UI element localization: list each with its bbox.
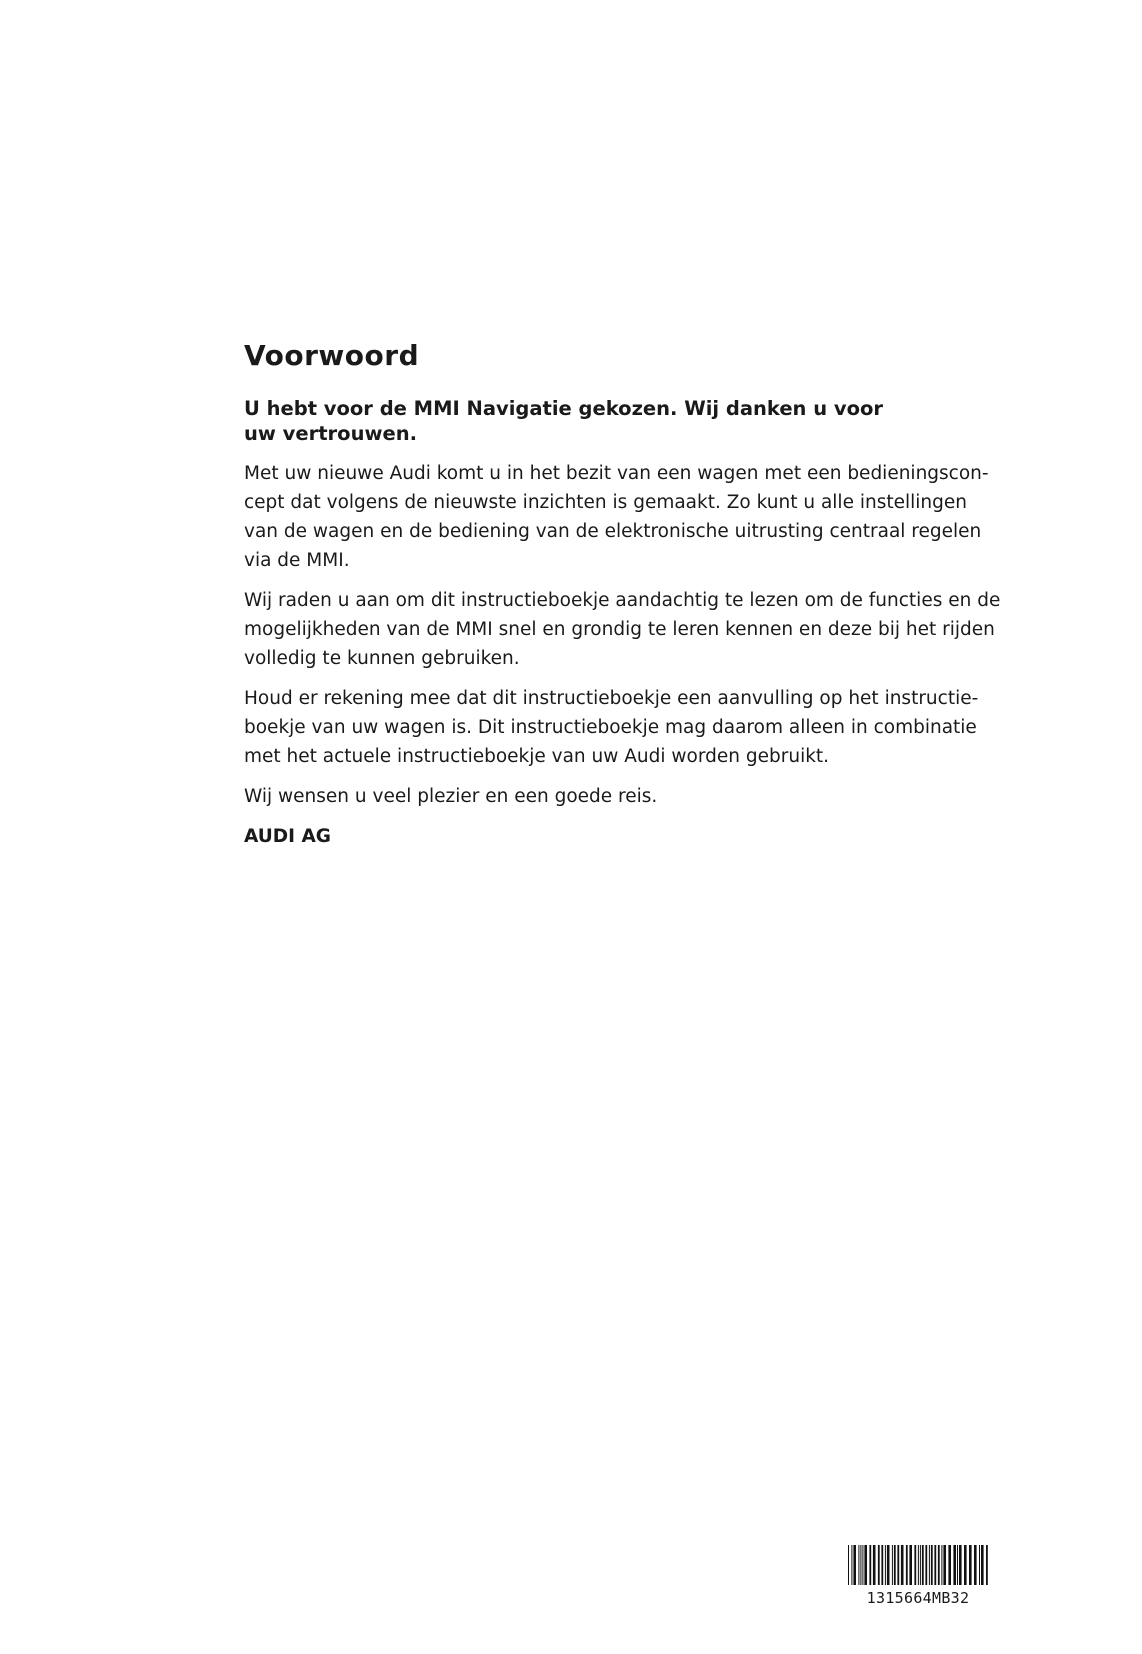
barcode-bar	[974, 1545, 977, 1585]
barcode-bar	[897, 1545, 899, 1585]
barcode-bar	[853, 1545, 856, 1585]
page-title: Voorwoord	[244, 339, 420, 372]
barcode-bar	[934, 1545, 936, 1585]
barcode-bar	[979, 1545, 980, 1585]
barcode-bar	[953, 1545, 956, 1585]
barcode-bar	[873, 1545, 876, 1585]
barcode-bar	[969, 1545, 972, 1585]
barcode-icon	[848, 1545, 988, 1585]
barcode-bar	[938, 1545, 940, 1585]
paragraph-1: Met uw nieuwe Audi komt u in het bezit van een wagen met een bedieningscon-cept dat volgens de nieuwste inzichten is gemaakt. Zo kunt u alle instellingen van de wagen en de bediening van de elektronische uitrusting centraal regelen via de MMI.	[244, 463, 989, 571]
barcode-bar	[920, 1545, 921, 1585]
barcode-bar	[914, 1545, 916, 1585]
paragraph-4: Wij wensen u veel plezier en een goede reis.	[244, 786, 658, 807]
barcode-bar	[918, 1545, 919, 1585]
barcode-block	[848, 1545, 988, 1607]
barcode-bar	[941, 1545, 942, 1585]
barcode-bar	[860, 1545, 861, 1585]
barcode-bar	[981, 1545, 984, 1585]
barcode-bar	[848, 1545, 849, 1585]
barcode-bar	[909, 1545, 912, 1585]
barcode-bar	[892, 1545, 893, 1585]
barcode-bar	[878, 1545, 880, 1585]
barcode-bar	[925, 1545, 927, 1585]
barcode-bar	[881, 1545, 883, 1585]
barcode-bar	[862, 1545, 863, 1585]
signature: AUDI AG	[244, 826, 331, 847]
barcode-bar	[959, 1545, 962, 1585]
barcode-bar	[948, 1545, 951, 1585]
barcode-bar	[858, 1545, 859, 1585]
barcode-bar	[887, 1545, 890, 1585]
barcode-bar	[964, 1545, 967, 1585]
document-body	[244, 338, 1004, 851]
barcode-bar	[931, 1545, 933, 1585]
barcode-bar	[986, 1545, 988, 1585]
barcode-bar	[901, 1545, 904, 1585]
barcode-number: 1315664MB32	[866, 1589, 970, 1607]
barcode-bar	[943, 1545, 946, 1585]
barcode-bar	[957, 1545, 958, 1585]
paragraph-3: Houd er rekening mee dat dit instructieboekje een aanvulling op het instructie-boekje van uw wagen is. Dit instructieboekje mag daarom alleen in combinatie met het actuele instructieboekje van uw Audi worden gebruikt.	[244, 688, 979, 767]
barcode-bar	[864, 1545, 867, 1585]
barcode-bar	[906, 1545, 908, 1585]
barcode-bar	[929, 1545, 930, 1585]
barcode-bar	[885, 1545, 886, 1585]
barcode-bar	[922, 1545, 924, 1585]
barcode-bar	[851, 1545, 852, 1585]
paragraph-2: Wij raden u aan om dit instructieboekje aandachtig te lezen om de functies en de mogelijkheden van de MMI snel en grondig te leren kennen en deze bij het rijden volledig te kunnen gebruiken.	[244, 590, 1001, 669]
intro-text: U hebt voor de MMI Navigatie gekozen. Wij danken u voor uw vertrouwen.	[244, 397, 884, 445]
barcode-bar	[869, 1545, 871, 1585]
barcode-bar	[894, 1545, 896, 1585]
